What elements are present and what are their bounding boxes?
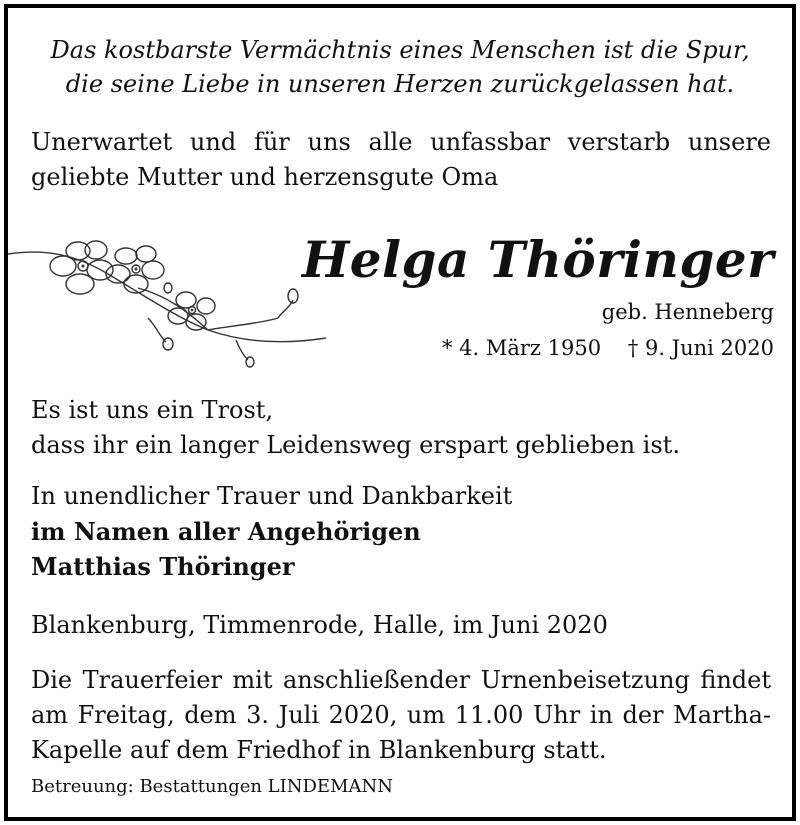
obituary-notice: [4, 4, 796, 821]
deceased-name: Helga Thöringer: [301, 230, 774, 289]
intro-line-2: geliebte Mutter und herzensgute Oma: [31, 163, 499, 191]
signatory-name: Matthias Thöringer: [31, 552, 295, 581]
trost-line-2: dass ihr ein langer Leidensweg erspart geblieben ist.: [31, 431, 680, 459]
place-date: Blankenburg, Timmenrode, Halle, im Juni 2020: [31, 611, 608, 639]
funeral-line-3: Kapelle auf dem Friedhof in Blankenburg statt.: [31, 736, 607, 764]
maiden-name: geb. Henneberg: [601, 300, 774, 324]
grief-line-2: im Namen aller Angehörigen: [31, 517, 421, 546]
intro-line-1: Unerwartet und für uns alle unfassbar verstarb unsere: [31, 128, 771, 156]
grief-line-1: In unendlicher Trauer und Dankbarkeit: [31, 482, 513, 510]
funeral-home-credit: Betreuung: Bestattungen LINDEMANN: [31, 776, 393, 797]
blossom-branch-illustration: [8, 226, 328, 376]
funeral-line-2: am Freitag, dem 3. Juli 2020, um 11.00 Uhr in der Martha-: [31, 701, 771, 729]
quote-line-1: Das kostbarste Vermächtnis eines Menschen ist die Spur,: [50, 36, 750, 64]
funeral-line-1: Die Trauerfeier mit anschließender Urnenbeisetzung findet: [31, 666, 771, 694]
trost-line-1: Es ist uns ein Trost,: [31, 396, 274, 424]
quote-line-2: die seine Liebe in unseren Herzen zurückgelassen hat.: [65, 70, 735, 98]
life-dates: * 4. März 1950 † 9. Juni 2020: [441, 336, 774, 360]
